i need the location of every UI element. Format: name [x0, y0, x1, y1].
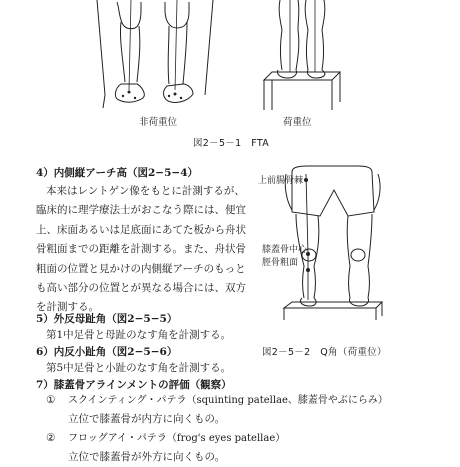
fta-label-weight-bearing: 荷重位 — [283, 117, 312, 128]
section-7-heading: 7）膝蓋骨アラインメントの評価（観察） — [36, 379, 232, 391]
fta-weight-bearing-illustration — [258, 0, 348, 112]
fta-non-weight-bearing-illustration — [95, 0, 215, 112]
section-4-line: を計測する。 — [36, 301, 99, 314]
label-patella-center: 膝蓋骨中心 — [262, 245, 308, 255]
label-asis: 上前腸骨棘 — [258, 176, 304, 186]
section-7-item-number: ② — [46, 432, 56, 444]
section-7-item-title: フロッグアイ・パテラ（frog's eyes patellae） — [68, 433, 286, 444]
section-4-line: 臨床的に理学療法士がおこなう際には、便宜 — [36, 204, 246, 217]
section-7-item-number: ① — [46, 394, 56, 406]
section-7-item-desc: 立位で膝蓋骨が内方に向くもの。 — [68, 413, 226, 425]
fta-label-non-weight-bearing: 非荷重位 — [139, 117, 178, 128]
section-7-item-desc: 立位で膝蓋骨が外方に向くもの。 — [68, 451, 226, 463]
label-tibial-tuberosity: 脛骨粗面 — [262, 258, 299, 268]
figure-caption-2-5-1: 図2－5－1 FTA — [193, 138, 269, 149]
section-6-heading: 6）内反小趾角（図2−5−6） — [36, 346, 178, 358]
section-4-line: 本来はレントゲン像をもとに計測するが、 — [46, 185, 245, 197]
section-4-heading: 4）内側縦アーチ高（図2−5−4） — [36, 167, 199, 179]
figure-caption-2-5-2: 図2－5－2 Q角（荷重位） — [262, 347, 387, 358]
section-5-heading: 5）外反母趾角（図2−5−5） — [36, 313, 178, 325]
section-4-line: 粗面の位置と見かけの内側縦アーチのもっと — [36, 262, 246, 275]
section-4-body — [36, 182, 261, 318]
section-6-text: 第5中足骨と小趾のなす角を計測する。 — [46, 362, 232, 374]
section-7-item-title: スクインティング・パテラ（squinting patellae、膝蓋骨やぶにらみ） — [68, 395, 388, 406]
section-4-line: 骨粗面までの距離を計測する。また、舟状骨 — [36, 243, 246, 256]
section-5-text: 第1中足骨と母趾のなす角を計測する。 — [46, 329, 232, 341]
section-4-line: 上、床面あるいは足底面にあてた板から舟状 — [36, 223, 246, 236]
section-4-line: も高い部分の位置とが異なる場合には、双方 — [36, 282, 246, 295]
